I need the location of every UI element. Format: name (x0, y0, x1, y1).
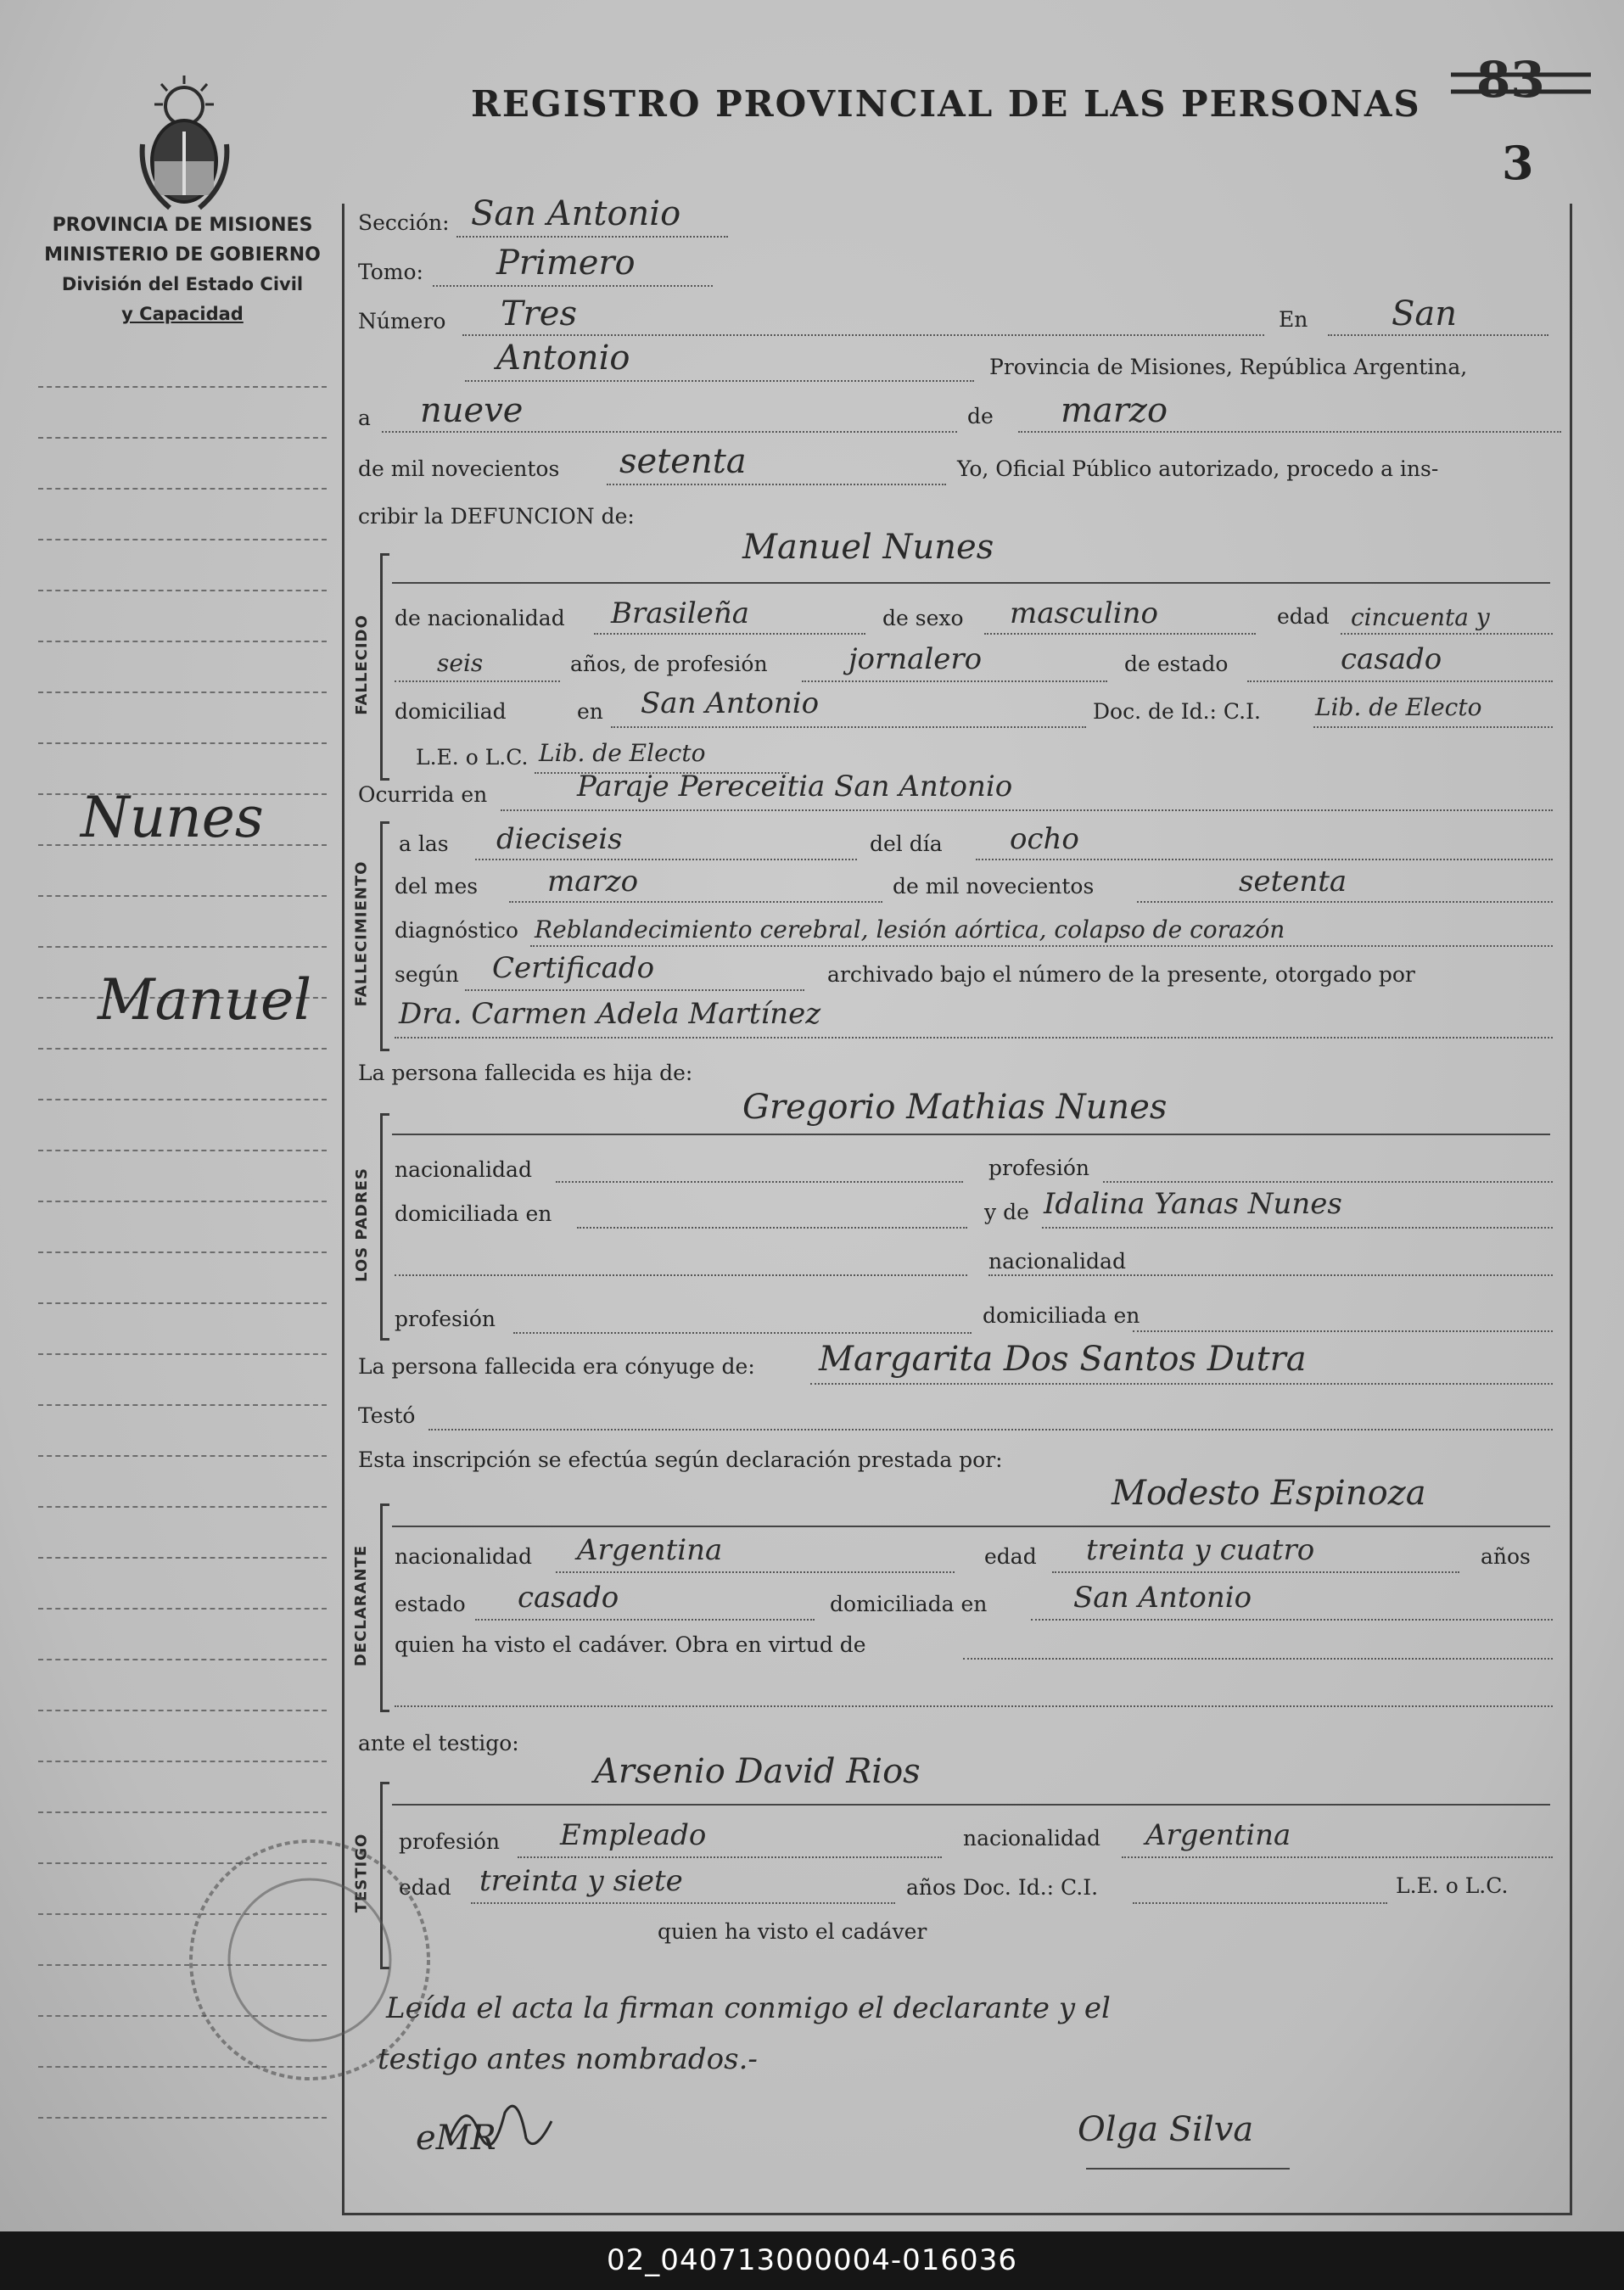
edad-label: edad (1277, 604, 1330, 629)
official-stamp-icon (182, 1833, 437, 2087)
madre-value: Idalina Yanas Nunes (1044, 1187, 1342, 1221)
edad-value-2: seis (437, 649, 484, 677)
del-mes-label: del mes (395, 874, 479, 899)
registration-month: marzo (1061, 391, 1168, 430)
dia-value: ocho (1010, 822, 1079, 856)
en-label: En (1279, 307, 1308, 332)
madre-profesion-label: profesión (395, 1307, 496, 1331)
page-title: REGISTRO PROVINCIAL DE LAS PERSONAS (471, 83, 1421, 125)
madre-domiciliada-label: domiciliada en (983, 1303, 1140, 1328)
declarante-side-label: DECLARANTE (352, 1544, 371, 1666)
segun-label: según (395, 962, 459, 987)
fallecimiento-bracket (380, 821, 389, 1051)
signature-scribble-left (441, 2087, 560, 2164)
edad-value-1: cincuenta y (1351, 603, 1490, 631)
padres-side-label: LOS PADRES (352, 1167, 371, 1282)
padre-domiciliada-label: domiciliada en (395, 1201, 552, 1226)
segun-value: Certificado (492, 951, 655, 985)
hija-label: La persona fallecida es hija de: (358, 1061, 693, 1085)
form-frame-right (1570, 204, 1572, 2214)
testigo-nacionalidad-label: nacionalidad (963, 1826, 1100, 1850)
padre-profesion-label: profesión (988, 1156, 1090, 1180)
padre-value: Gregorio Mathias Nunes (742, 1088, 1168, 1127)
estado-value: casado (1341, 642, 1442, 676)
testo-label: Testó (358, 1403, 416, 1428)
closing-line-1: Leída el acta la firman conmigo el declarante y el (386, 1991, 1111, 2025)
testigo-cadaver-text: quien ha visto el cadáver (658, 1919, 927, 1944)
mes-value: marzo (547, 865, 639, 899)
declarante-edad-label: edad (984, 1544, 1037, 1569)
page-number: 3 (1502, 136, 1534, 190)
anios-profesion-label: años, de profesión (570, 652, 768, 676)
margin-surname: Nunes (81, 785, 264, 850)
testigo-doc-label: años Doc. Id.: C.I. (906, 1875, 1099, 1900)
domiciliado-en-label: en (577, 699, 603, 724)
padres-bracket (380, 1113, 389, 1341)
ministry-name: MINISTERIO DE GOBIERNO (44, 244, 321, 266)
declarante-nacionalidad-label: nacionalidad (395, 1544, 532, 1569)
testigo-side-label: TESTIGO (352, 1833, 371, 1913)
page-number-struck: 83 (1476, 51, 1545, 109)
ocurrida-value: Paraje Pereceitia San Antonio (577, 770, 1013, 803)
tomo-value: Primero (496, 244, 636, 283)
death-year-label: de mil novecientos (893, 874, 1095, 899)
deceased-name: Manuel Nunes (742, 528, 994, 567)
testigo-value: Arsenio David Rios (594, 1752, 921, 1791)
ocurrida-label: Ocurrida en (358, 782, 488, 807)
en-place-2: Antonio (496, 339, 630, 378)
profesion-value: jornalero (848, 642, 983, 676)
coat-of-arms-icon (136, 72, 233, 212)
form-frame-bottom (342, 2213, 1572, 2215)
fallecido-side-label: FALLECIDO (352, 613, 371, 715)
estado-label: de estado (1124, 652, 1229, 676)
le-lc-value: Lib. de Electo (539, 739, 706, 767)
division-name: División del Estado Civil (61, 274, 304, 294)
conyuge-label: La persona fallecida era cónyuge de: (358, 1354, 755, 1379)
fallecimiento-side-label: FALLECIMIENTO (352, 860, 371, 1007)
conyuge-value: Margarita Dos Santos Dutra (819, 1340, 1307, 1379)
padre-nacionalidad-label: nacionalidad (395, 1157, 532, 1182)
declarante-estado-label: estado (395, 1592, 466, 1616)
testigo-profesion-value: Empleado (560, 1818, 707, 1852)
nacionalidad-label: de nacionalidad (395, 606, 565, 630)
sexo-value: masculino (1010, 596, 1159, 630)
declarante-anios-label: años (1481, 1544, 1531, 1569)
declarante-cadaver-text: quien ha visto el cadáver. Obra en virtud de (395, 1632, 866, 1657)
diagnostico-label: diagnóstico (395, 918, 518, 943)
declarante-domicilio-value: San Antonio (1073, 1581, 1252, 1615)
registration-day: nueve (420, 391, 524, 430)
declarante-nacionalidad-value: Argentina (577, 1533, 723, 1567)
year-prefix: de mil novecientos (358, 456, 560, 481)
division-name-2: y Capacidad (121, 304, 244, 324)
doc-value: Lib. de Electo (1315, 693, 1482, 721)
official-text: Yo, Oficial Público autorizado, procedo a ins- (957, 456, 1439, 481)
testigo-nacionalidad-value: Argentina (1145, 1818, 1291, 1852)
hora-value: dieciseis (496, 822, 623, 856)
y-de-label: y de (984, 1200, 1029, 1224)
signature-left: eMR (416, 2119, 496, 2158)
declarante-estado-value: casado (518, 1581, 619, 1615)
domiciliado-label: domiciliad (395, 699, 507, 724)
domicilio-value: San Antonio (641, 686, 820, 720)
declarante-bracket (380, 1503, 389, 1712)
tomo-label: Tomo: (358, 260, 423, 284)
inscribir-text: cribir la DEFUNCION de: (358, 504, 635, 529)
declarante-value: Modesto Espinoza (1112, 1474, 1426, 1513)
declarante-edad-value: treinta y cuatro (1086, 1533, 1315, 1567)
a-label: a (358, 406, 371, 430)
ante-testigo-label: ante el testigo: (358, 1731, 519, 1755)
province-text: Provincia de Misiones, República Argentina, (989, 355, 1468, 379)
archivado-text: archivado bajo el número de la presente, otorgado por (827, 962, 1415, 987)
strike-through-mark (1451, 59, 1591, 110)
madre-nacionalidad-label: nacionalidad (988, 1249, 1126, 1274)
seccion-value: San Antonio (471, 194, 681, 233)
en-place-1: San (1392, 294, 1458, 333)
declarante-domiciliada-label: domiciliada en (830, 1592, 988, 1616)
a-las-label: a las (399, 831, 449, 856)
issuing-office (25, 210, 339, 329)
sexo-label: de sexo (882, 606, 964, 630)
testigo-profesion-label: profesión (399, 1829, 501, 1854)
file-id-caption: 02_040713000004-016036 (0, 2231, 1624, 2290)
medico-value: Dra. Carmen Adela Martínez (399, 997, 821, 1031)
province-name: PROVINCIA DE MISIONES (52, 215, 313, 236)
registration-year: setenta (619, 442, 747, 481)
de-label: de (967, 404, 994, 428)
doc-label: Doc. de Id.: C.I. (1093, 699, 1261, 724)
testigo-edad-value: treinta y siete (479, 1864, 683, 1898)
numero-label: Número (358, 309, 446, 333)
closing-line-2: testigo antes nombrados.- (378, 2042, 758, 2076)
nacionalidad-value: Brasileña (611, 596, 749, 630)
testigo-le-lc-label: L.E. o L.C. (1396, 1873, 1509, 1898)
signature-right: Olga Silva (1078, 2110, 1254, 2149)
le-lc-label: L.E. o L.C. (416, 745, 529, 770)
margin-given-name: Manuel (98, 967, 312, 1033)
testigo-edad-label: edad (399, 1875, 451, 1900)
diagnostico-value: Reblandecimiento cerebral, lesión aórtica, colapso de corazón (535, 915, 1285, 943)
numero-value: Tres (501, 294, 577, 333)
anio-value: setenta (1239, 865, 1347, 899)
del-dia-label: del día (870, 831, 943, 856)
fallecido-bracket (380, 553, 389, 781)
seccion-label: Sección: (358, 210, 450, 235)
inscripcion-text: Esta inscripción se efectúa según declaración prestada por: (358, 1447, 1003, 1472)
